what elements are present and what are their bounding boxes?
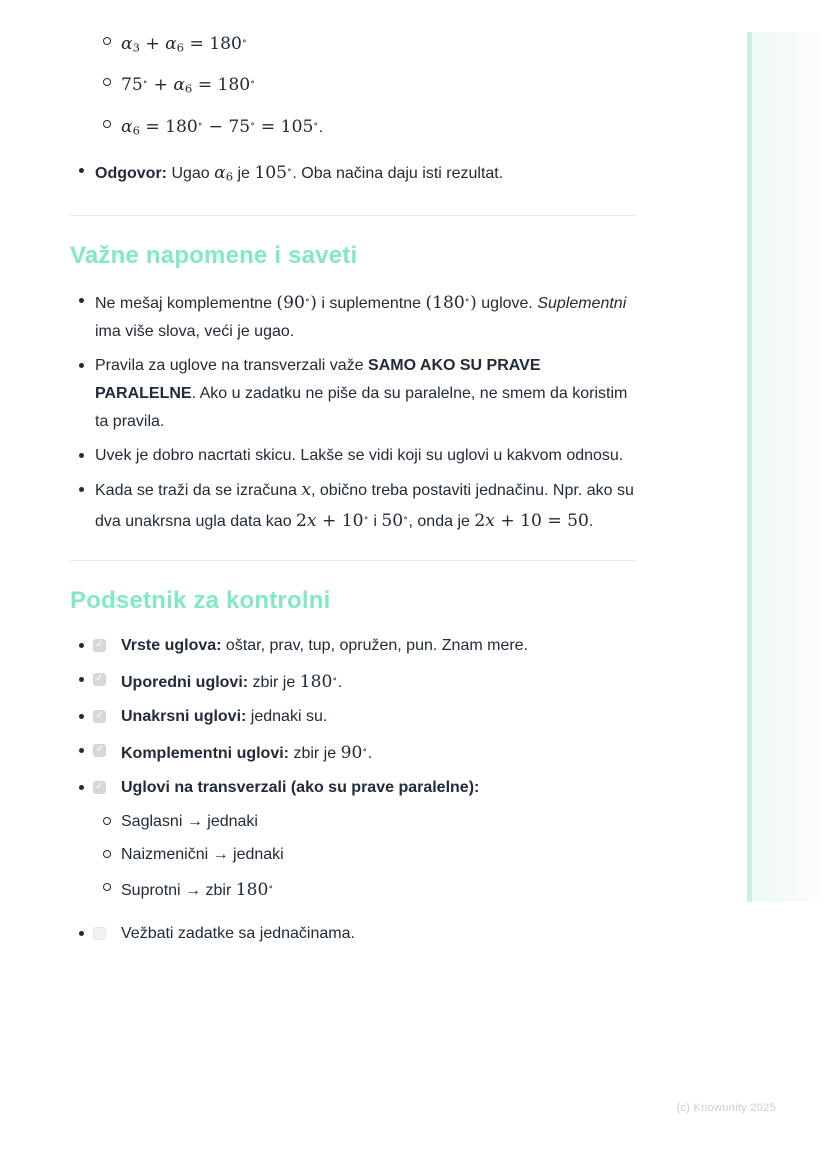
circle-bullet-icon [103,817,111,825]
checklist-item [70,737,636,768]
note-text: Pravila za uglove na transverzali važe SAMO AKO SU PRAVE PARALELNE. Ako u zadatku ne piše da su paralelne, ne smem da koristim ta pravila. [95,356,628,430]
note-text: Uvek je dobro nacrtati skicu. Lakše se vidi koji su uglovi u kakvom odnosu. [95,446,624,464]
checkmark-icon: ✓ [95,781,104,793]
disc-bullet-icon [79,453,84,458]
circle-bullet-icon [103,120,111,128]
circle-bullet-icon [103,850,111,858]
circle-bullet-icon [103,883,111,891]
right-accent-bar-line [747,32,752,902]
right-accent-bar [747,32,828,902]
checklist-item-text: Unakrsni uglovi: jednaki su. [121,707,328,725]
checklist-item-text: Komplementni uglovi: zbir je 90∘. [121,742,373,763]
checklist-item [70,632,636,660]
checkmark-icon: ✓ [95,639,104,651]
checklist [70,632,636,802]
checkbox[interactable] [93,781,106,794]
notes-section-title: Važne napomene i saveti [70,241,358,269]
transversal-sub-list [70,808,636,905]
checklist-item-text: Vežbati zadatke sa jednačinama. [121,924,355,942]
checklist-item-text: Vrste uglova: oštar, prav, tup, opružen, pun. Znam mere. [121,636,529,654]
checkbox[interactable] [93,744,106,757]
answer-item [70,157,636,190]
disc-bullet-icon [79,785,84,790]
copyright-footer: (c) Knowunity 2025 [676,1102,776,1114]
solution-step-text: α6 = 180∘ − 75∘ = 105∘. [121,116,324,138]
disc-bullet-icon [79,748,84,753]
section-divider [70,560,636,561]
note-item [70,287,636,346]
sub-list-item-text: Naizmenični → jednaki [121,845,284,863]
note-item [70,442,636,470]
note-item [70,476,636,536]
disc-bullet-icon [79,714,84,719]
solution-steps-list [70,30,636,142]
checklist-item [70,774,636,802]
disc-bullet-icon [79,363,84,368]
sub-list-item-text: Saglasni → jednaki [121,812,258,830]
disc-bullet-icon [79,931,84,936]
solution-step [70,30,636,59]
section-divider [70,215,636,216]
solution-step [70,113,636,142]
circle-bullet-icon [103,78,111,86]
solution-step-text: 75∘ + α6 = 180∘ [121,75,256,96]
checkbox[interactable] [93,927,106,940]
disc-bullet-icon [79,298,84,303]
checklist-section-title: Podsetnik za kontrolni [70,586,331,614]
notes-list [70,287,636,536]
disc-bullet-icon [79,643,84,648]
checkmark-icon: ✓ [95,673,104,685]
sub-list-item-text: Suprotni → zbir 180∘ [121,879,274,900]
checklist-item [70,920,636,948]
sub-list-item [70,841,636,869]
document-content [70,30,636,954]
sub-list-item [70,808,636,836]
solution-step [70,71,636,100]
note-item [70,352,636,436]
disc-bullet-icon [79,168,84,173]
disc-bullet-icon [79,677,84,682]
circle-bullet-icon [103,37,111,45]
checkmark-icon: ✓ [95,744,104,756]
solution-step-text: α3 + α6 = 180∘ [121,33,248,55]
checkbox[interactable] [93,710,106,723]
checkmark-icon: ✓ [95,710,104,722]
answer-text: Odgovor: Ugao α6 je 105∘. Oba načina daju isti rezultat. [95,163,504,184]
note-text: Kada se traži da se izračuna x, obično treba postaviti jednačinu. Npr. ako su dva unakrsna ugla data kao 2x + 10∘ i 50∘, onda je 2x + 10 = 50. [95,479,634,531]
answer-list [70,157,636,190]
checklist-item [70,666,636,697]
checklist-item-text: Uporedni uglovi: zbir je 180∘. [121,671,343,692]
checklist-item [70,703,636,731]
checkbox[interactable] [93,673,106,686]
checklist-tail [70,920,636,948]
checklist-item-text: Uglovi na transverzali (ako su prave paralelne): [121,778,480,796]
disc-bullet-icon [79,487,84,492]
note-text: Ne mešaj komplementne (90∘) i suplementne (180∘) uglove. Suplementni ima više slova, veći je ugao. [95,292,627,340]
sub-list-item [70,874,636,905]
checkbox[interactable] [93,639,106,652]
